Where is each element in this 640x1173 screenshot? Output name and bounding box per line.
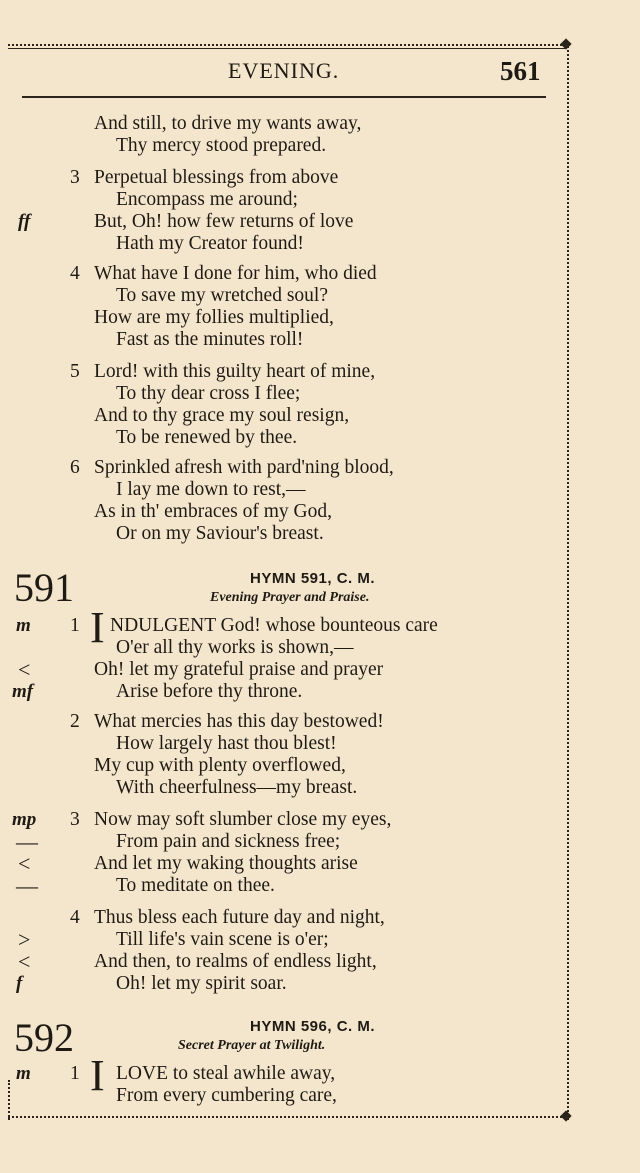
verse-line: As in th' embraces of my God,	[94, 501, 333, 522]
header-rule	[22, 96, 546, 98]
running-head: EVENING.	[228, 58, 340, 83]
hymn-subtitle: Evening Prayer and Praise.	[210, 590, 370, 605]
verse-line: Till life's vain scene is o'er;	[116, 929, 329, 950]
dynamic-marking: mp	[12, 809, 37, 830]
hymn-title: HYMN 591, C. M.	[250, 570, 376, 587]
hymn-number-large: 592	[14, 1015, 74, 1060]
hymn-title: HYMN 596, C. M.	[250, 1018, 376, 1035]
drop-cap: I	[90, 1051, 105, 1100]
verse-line: Oh! let my grateful praise and prayer	[94, 659, 384, 680]
verse-line: Encompass me around;	[116, 189, 298, 210]
top-border-dotted	[8, 44, 566, 46]
verse-number: 1	[70, 615, 80, 636]
verse-number: 2	[70, 711, 80, 732]
verse-line: To thy dear cross I flee;	[116, 383, 301, 404]
verse-line: How largely hast thou blest!	[116, 733, 337, 754]
bottom-border-dotted	[8, 1116, 566, 1118]
verse-line: Thus bless each future day and night,	[94, 907, 385, 928]
hymn-subtitle: Secret Prayer at Twilight.	[178, 1038, 326, 1053]
verse-line: Fast as the minutes roll!	[116, 329, 304, 350]
verse-line: Lord! with this guilty heart of mine,	[94, 361, 376, 382]
verse-line: Oh! let my spirit soar.	[116, 973, 287, 994]
verse-line: To save my wretched soul?	[116, 285, 328, 306]
verse-line: To be renewed by thee.	[116, 427, 298, 448]
verse-line: My cup with plenty overflowed,	[94, 755, 346, 776]
verse-line: Or on my Saviour's breast.	[116, 523, 324, 544]
dynamic-marking: m	[16, 615, 31, 636]
verse-number: 1	[70, 1063, 80, 1084]
verse-line: From pain and sickness free;	[116, 831, 341, 852]
verse-line: I lay me down to rest,—	[116, 479, 306, 500]
verse-number: 5	[70, 361, 80, 382]
dash-mark: —	[16, 873, 38, 898]
crescendo-mark: <	[18, 657, 31, 682]
decrescendo-mark: >	[18, 927, 31, 952]
verse-number: 4	[70, 263, 80, 284]
verse-line: From every cumbering care,	[116, 1085, 337, 1106]
verse-line: And let my waking thoughts arise	[94, 853, 358, 874]
top-border-line	[8, 48, 566, 49]
verse-number: 3	[70, 167, 80, 188]
verse-line: Arise before thy throne.	[116, 681, 303, 702]
verse-line: With cheerfulness—my breast.	[116, 777, 358, 798]
crescendo-mark: <	[18, 949, 31, 974]
verse-line: Perpetual blessings from above	[94, 167, 339, 188]
page-number: 561	[500, 56, 541, 86]
dynamic-marking: f	[16, 973, 23, 994]
verse-line: And to thy grace my soul resign,	[94, 405, 350, 426]
corner-ornament-icon	[560, 1110, 571, 1121]
verse-line: To meditate on thee.	[116, 875, 275, 896]
verse-line: Now may soft slumber close my eyes,	[94, 809, 392, 830]
verse-line: How are my follies multiplied,	[94, 307, 334, 328]
verse-line: But, Oh! how few returns of love	[94, 211, 354, 232]
verse-line: LOVE to steal awhile away,	[116, 1063, 336, 1084]
dynamic-marking: ff	[18, 211, 31, 232]
crescendo-mark: <	[18, 851, 31, 876]
verse-line: And still, to drive my wants away,	[94, 113, 362, 134]
drop-cap: I	[90, 603, 105, 652]
right-border-dotted	[567, 42, 569, 1120]
left-border-dotted	[8, 1080, 10, 1120]
verse-line: Sprinkled afresh with pard'ning blood,	[94, 457, 394, 478]
dynamic-marking: mf	[12, 681, 34, 702]
verse-number: 4	[70, 907, 80, 928]
verse-line: What have I done for him, who died	[94, 263, 377, 284]
verse-line: What mercies has this day bestowed!	[94, 711, 384, 732]
verse-number: 6	[70, 457, 80, 478]
verse-line: And then, to realms of endless light,	[94, 951, 377, 972]
verse-line: NDULGENT God! whose bounteous care	[110, 615, 438, 636]
dynamic-marking: m	[16, 1063, 31, 1084]
verse-line: Hath my Creator found!	[116, 233, 304, 254]
hymn-number-large: 591	[14, 565, 74, 610]
dash-mark: —	[16, 829, 38, 854]
verse-line: O'er all thy works is shown,—	[116, 637, 354, 658]
verse-line: Thy mercy stood prepared.	[116, 135, 327, 156]
verse-number: 3	[70, 809, 80, 830]
